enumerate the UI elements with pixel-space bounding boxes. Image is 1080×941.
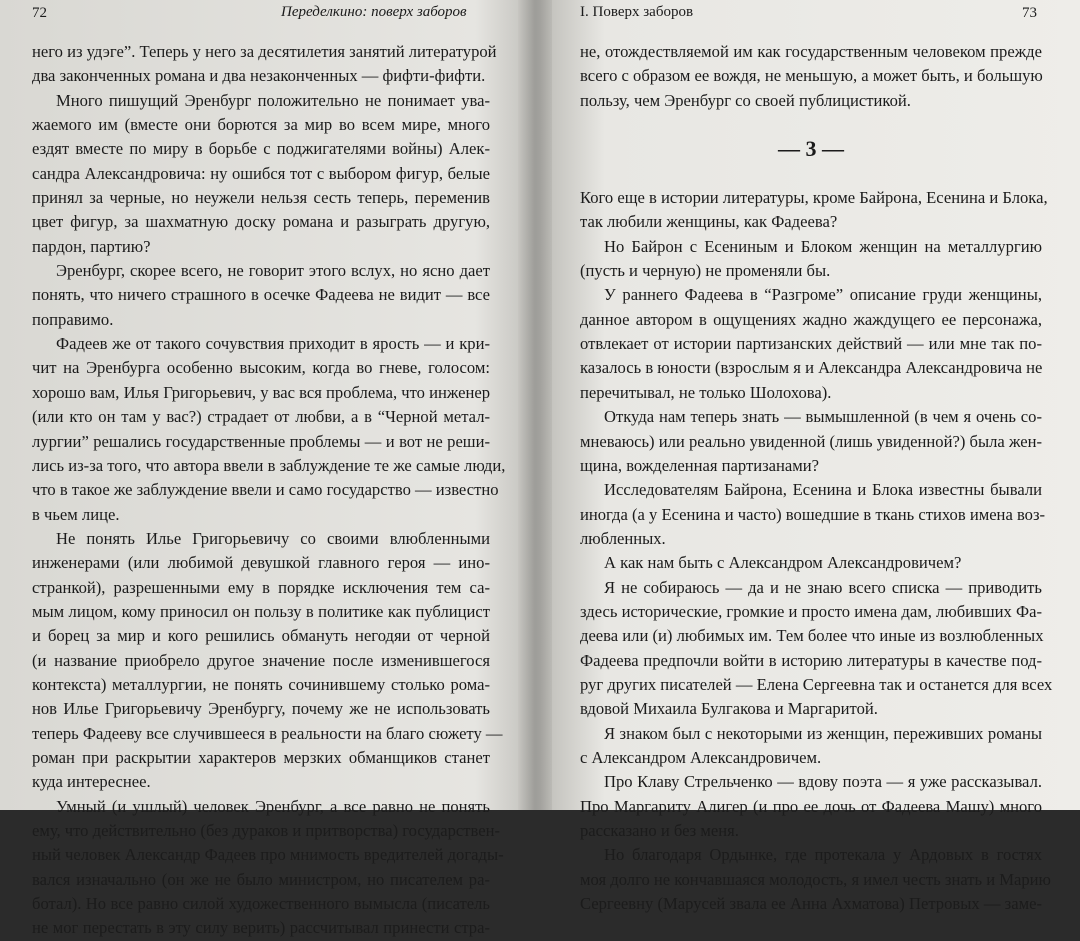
text-line: цвет фигур, за шахматную доску романа и разыграть другую, xyxy=(32,212,490,232)
text-line: мневаюсь) или реально увиденной (лишь увиденной?) была жен- xyxy=(580,431,1042,451)
right-page xyxy=(548,0,1080,914)
text-line: ездят вместе по миру в борьбе с поджигателями войны) Алек- xyxy=(32,139,490,159)
text-line: А как нам быть с Александром Александровичем? xyxy=(604,553,962,573)
text-line: (и название приобрело другое значение после изменившегося xyxy=(32,650,490,670)
text-line: Эренбург, скорее всего, не говорит этого вслух, но ясно дает xyxy=(56,261,490,281)
text-line: что в такое же заблуждение ввели и само государство — известно xyxy=(32,480,499,500)
text-line: Кого еще в истории литературы, кроме Байрона, Есенина и Блока, xyxy=(580,188,1048,208)
book-gutter xyxy=(518,0,552,810)
text-line: ему, что действительно (без дураков и притворства) государствен- xyxy=(32,821,501,840)
text-line: Про Клаву Стрельченко — вдову поэта — я уже рассказывал. xyxy=(604,772,1042,792)
text-line: Про Маргариту Алигер (и про ее дочь от Фадеева Машу) много xyxy=(580,796,1042,816)
text-line: хорошо вам, Илья Григорьевич, у вас вся проблема, что инженер xyxy=(32,382,490,402)
text-line: не, отождествляемой им как государственным человеком прежде xyxy=(580,42,1042,61)
text-line: инженерами (или любимой девушкой главного героя — ино- xyxy=(32,553,490,573)
text-line: Но благодаря Ордынке, где протекала у Ардовых в гостях xyxy=(604,845,1042,865)
text-line: деева или (и) любимых им. Тем более что иные из возлюбленных xyxy=(580,626,1044,646)
text-line: (или кто он там у вас?) страдает от любви, а в “Черной метал- xyxy=(32,407,490,427)
text-line: казалось в юности (взрослым я и Александра Александровича не xyxy=(580,358,1043,378)
text-line: ный человек Александр Фадеев про мнимость вредителей догады- xyxy=(32,845,504,865)
text-line: (пусть и черную) не променяли бы. xyxy=(580,261,831,281)
left-page-text xyxy=(32,40,506,941)
text-line: Исследователям Байрона, Есенина и Блока известны бывали xyxy=(604,480,1042,500)
right-running-head: I. Поверх заборов xyxy=(580,4,694,20)
text-line: Много пишущий Эренбург положительно не понимает ува- xyxy=(56,90,490,110)
text-line: вдовой Михаила Булгакова и Маргаритой. xyxy=(580,699,878,719)
text-line: Я знаком был с некоторыми из женщин, переживших романы xyxy=(604,723,1042,743)
left-page-number: 72 xyxy=(32,5,47,21)
text-line: здесь исторические, громкие и просто имена дам, любивших Фа- xyxy=(580,601,1042,621)
text-line: сандра Александровича: ну ошибся тот с выбором фигур, белые xyxy=(32,163,490,183)
text-line: данное автором в ощущениях жадно жаждущего ее персонажа, xyxy=(580,309,1042,329)
text-line: теперь Фадееву все случившееся в реальности на благо сюжету — xyxy=(32,723,503,743)
text-line: руг других писателей — Елена Сергеевна так и останется для всех xyxy=(580,674,1053,694)
text-line: лургии” решались государственные проблемы — и вот не реши- xyxy=(32,431,490,451)
text-line: жаемого им (вместе они борются за мир во всем мире, много xyxy=(32,115,490,135)
text-line: роман при раскрытии характеров мерзких обманщиков станет xyxy=(32,747,490,767)
text-line: мым лицом, кому приносил он пользу в политике как публицист xyxy=(32,601,490,621)
right-page-text xyxy=(580,40,1053,916)
text-line: Умный (и ушлый) человек Эренбург, а все равно не понять xyxy=(56,796,490,816)
text-line: куда интереснее. xyxy=(32,772,151,792)
text-line: Фадеев же от такого сочувствия приходит в ярость — и кри- xyxy=(56,334,490,354)
text-line: не мог перестать в эту силу верить) рассчитывал принести стра- xyxy=(32,918,490,938)
text-line xyxy=(580,162,1042,186)
text-line: так любили женщины, как Фадеева? xyxy=(580,212,838,232)
text-line: понять, что ничего страшного в осечке Фадеева не видит — все xyxy=(32,285,490,305)
text-line: вался изначально (он же не было министром, но писателем ра- xyxy=(32,869,490,889)
text-line: У раннего Фадеева в “Разгроме” описание груди женщины, xyxy=(604,285,1042,305)
text-line: пардон, партию? xyxy=(32,236,151,256)
text-line: Не понять Илье Григорьевичу со своими влюбленными xyxy=(56,528,490,548)
text-line: и борец за мир и кого решились обмануть негодяи от черной xyxy=(32,626,490,646)
text-line: всего с образом ее вождя, не меньшую, а может быть, и большую xyxy=(580,66,1043,86)
text-line: пользу, чем Эренбург со своей публицистикой. xyxy=(580,90,911,110)
text-line: Сергеевну (Марусей звала ее Анна Ахматова) Петровых — заме- xyxy=(580,894,1042,914)
text-line: него из удэге”. Теперь у него за десятилетия занятий литературой xyxy=(32,42,497,61)
text-line: странкой), разрешенными ему в порядке исключения тем са- xyxy=(32,577,490,597)
text-line: с Александром Александровичем. xyxy=(580,747,822,767)
text-line: принял за черные, но неужели нельзя сесть теперь, переменив xyxy=(32,188,490,208)
text-line: ботал). Но все равно силой художественного вымысла (писатель xyxy=(32,894,490,914)
left-page xyxy=(0,0,520,938)
text-line: перечитывал, не только Шолохова). xyxy=(580,382,832,402)
text-line: рассказано и без меня. xyxy=(580,821,739,840)
text-line: нов Илье Григорьевичу Эренбургу, почему же не использовать xyxy=(32,699,490,719)
text-line: Фадеева предпочли войти в историю литературы в качестве под- xyxy=(580,650,1042,670)
text-line: иногда (а у Есенина и часто) вошедшие в ткань стихов имена воз- xyxy=(580,504,1046,524)
text-line: отвлекает от истории партизанских действий — или мне так по- xyxy=(580,334,1042,354)
text-line xyxy=(580,113,1042,137)
text-line: любленных. xyxy=(580,528,666,548)
text-line: моя долго не кончавшаяся молодость, я имел честь знать и Марию xyxy=(580,869,1051,889)
text-line: щина, вожделенная партизанами? xyxy=(580,455,819,475)
text-line: Я не собираюсь — да и не знаю всего списка — приводить xyxy=(604,577,1042,597)
text-line: Но Байрон с Есениным и Блоком женщин на металлургию xyxy=(604,236,1042,256)
text-line: контекста) металлургии, не понять сочинившему столько рома- xyxy=(32,674,490,694)
section-heading: — 3 — xyxy=(778,136,844,162)
text-line: лись из-за того, что автора ввели в заблуждение те же самые люди, xyxy=(32,455,506,475)
text-line: два законченных романа и два незаконченных — фифти-фифти. xyxy=(32,66,486,86)
left-running-head: Переделкино: поверх заборов xyxy=(281,4,467,20)
text-line: поправимо. xyxy=(32,309,114,329)
text-line: Откуда нам теперь знать — вымышленной (в чем я очень со- xyxy=(604,407,1042,427)
right-page-number: 73 xyxy=(1022,5,1037,21)
text-line: чит на Эренбурга особенно высоким, когда во гневе, голосом: xyxy=(32,358,490,378)
text-line: в чьем лице. xyxy=(32,504,120,524)
